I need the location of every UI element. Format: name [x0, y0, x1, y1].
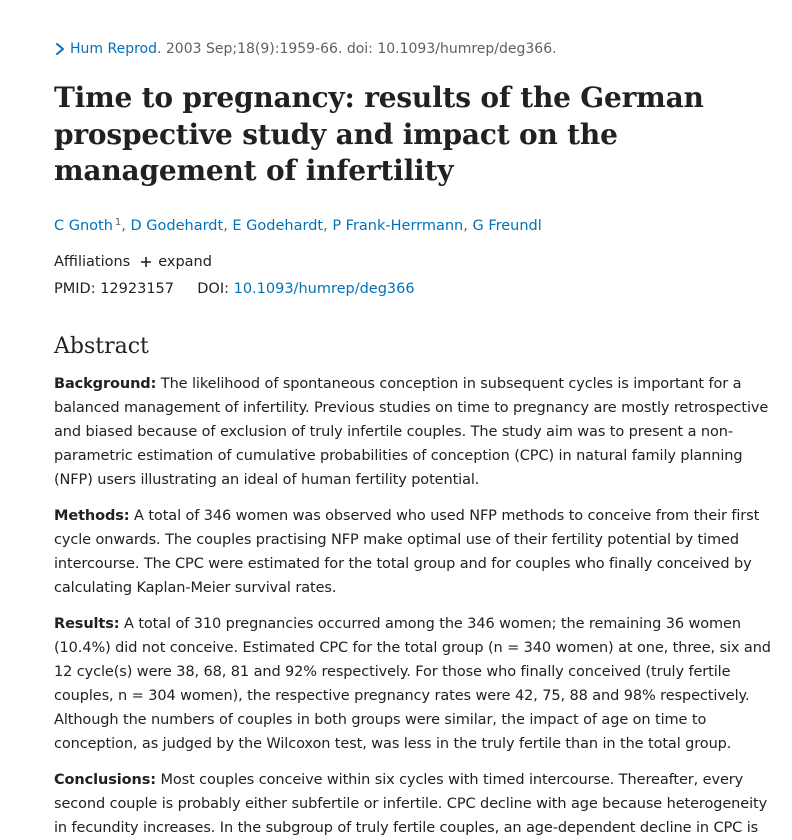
citation-details: . 2003 Sep;18(9):1959-66. doi: 10.1093/humrep/deg366.: [157, 41, 557, 57]
abstract-text: A total of 346 women was observed who used NFP methods to conceive from their first cycle onwards. The couples practising NFP make optimal use of their fertility potential by timed intercourse. The CPC were estimated for the total group and for couples who finally conceived by calculating Kaplan-Meier survival rates.: [54, 507, 760, 596]
citation-line: [54, 38, 776, 60]
pmid-value: 12923157: [100, 280, 175, 297]
expand-label: expand: [158, 253, 212, 270]
abstract-subtitle: Methods:: [54, 507, 130, 524]
article-title: Time to pregnancy: results of the German prospective study and impact on the management of infertility: [54, 81, 704, 187]
abstract-subtitle: Results:: [54, 615, 120, 632]
abstract-text: The likelihood of spontaneous conception in subsequent cycles is important for a balanced management of infertility. Previous studies on time to pregnancy are mostly retrospective and biased because of exclusion of truly infertile couples. The study aim was to present a non-parametric estimation of cumulative probabilities of conception (CPC) in natural family planning (NFP) users illustrating an ideal of human fertility potential.: [54, 375, 769, 488]
author-link[interactable]: P Frank-Herrmann: [332, 217, 464, 234]
author-separator: ,: [121, 217, 131, 234]
abstract-subtitle: Background:: [54, 375, 157, 392]
author-separator: ,: [323, 217, 333, 234]
author-link[interactable]: C Gnoth: [54, 217, 113, 234]
article-page: [54, 38, 776, 840]
plus-icon: [140, 256, 152, 268]
doi-label: DOI:: [197, 280, 229, 297]
identifiers-row: [54, 278, 776, 300]
author-link[interactable]: E Godehardt: [232, 217, 324, 234]
affiliations-row: [54, 251, 776, 273]
author-separator: ,: [223, 217, 233, 234]
affiliations-expand-button[interactable]: [140, 251, 212, 273]
abstract-text: A total of 310 pregnancies occurred among the 346 women; the remaining 36 women (10.4%) did not conceive. Estimated CPC for the total group (n = 340 women) at one, three, six and 12 cycle(s) were 38, 68, 81 and 92% respectively. For those who finally conceived (truly fertile couples, n = 304 women), the respective pregnancy rates were 42, 75, 88 and 98% respectively. Although the numbers of couples in both groups were similar, the impact of age on time to conception, as judged by the Wilcoxon test, was less in the truly fertile than in the total group.: [54, 615, 771, 752]
authors-list: [54, 212, 776, 237]
abstract-subtitle: Conclusions:: [54, 771, 156, 788]
author-separator: ,: [463, 217, 473, 234]
abstract-methods: [54, 504, 776, 600]
author-link[interactable]: G Freundl: [472, 217, 542, 234]
pmid-label: PMID:: [54, 280, 96, 297]
journal-link[interactable]: Hum Reprod: [70, 41, 157, 57]
abstract-background: [54, 372, 776, 492]
author-link[interactable]: D Godehardt: [130, 217, 224, 234]
doi-link[interactable]: 10.1093/humrep/deg366: [233, 280, 415, 297]
abstract-text: Most couples conceive within six cycles with timed intercourse. Thereafter, every second couple is probably either subfertile or infertile. CPC decline with age because heterogeneity in fecundity increases. In the subgroup of truly fertile couples, an age-dependent decline in CPC is: [54, 771, 768, 836]
affiliations-label: Affiliations: [54, 253, 131, 270]
chevron-right-icon[interactable]: [54, 42, 66, 56]
abstract-conclusions: [54, 768, 776, 840]
abstract-results: [54, 612, 776, 756]
affiliation-ref[interactable]: 1: [114, 216, 122, 228]
abstract-heading: Abstract: [54, 333, 149, 359]
